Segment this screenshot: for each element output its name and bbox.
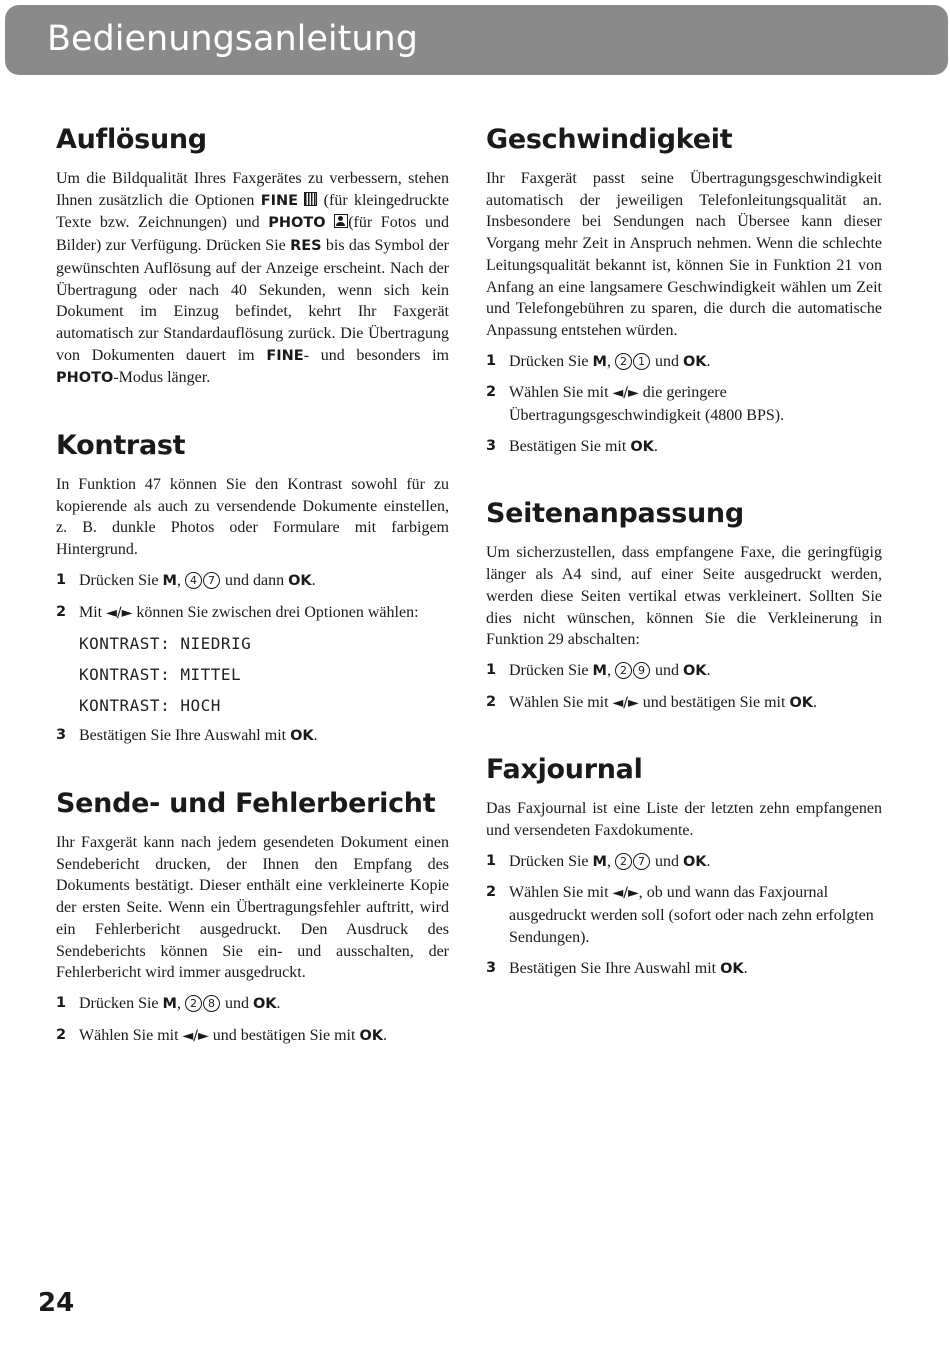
paragraph-kontrast: In Funktion 47 können Sie den Kontrast sowohl für zu kopierende als auch zu versendende Dokumente einstellen, z. B. dunkle Photos oder Formulare mit farbigem Hintergrund. (56, 476, 449, 559)
digit-key-icon: 9 (633, 662, 650, 679)
arrow-keys-icon: ◄/► (612, 885, 639, 902)
heading-kontrast: Kontrast (56, 430, 186, 462)
list-item: 2 Wählen Sie mit ◄/►, ob und wann das Faxjournal ausgedruckt werden soll (sofort oder nach zehn erfolgten Sendungen). (486, 884, 874, 946)
digit-key-icon: 2 (615, 662, 632, 679)
digit-key-icon: 4 (185, 572, 202, 589)
list-item: 2 Mit ◄/► können Sie zwischen drei Optionen wählen: KONTRAST: NIEDRIG KONTRAST: MITTEL KONTRAST: HOCH (56, 602, 449, 717)
arrow-keys-icon: ◄/► (612, 385, 639, 402)
right-column (486, 118, 882, 1014)
left-column (56, 118, 449, 1081)
section-faxjournal (486, 748, 882, 980)
list-item: 1 Drücken Sie M, 2 1 und OK. (486, 352, 711, 370)
section-seitenanpassung (486, 492, 882, 714)
steps-geschwindigkeit (486, 351, 882, 459)
paragraph-geschwindigkeit: Ihr Faxgerät passt seine Übertragungsgeschwindigkeit automatisch der jeweiligen Telefonleitungsqualität an. Insbesondere bei Sendungen nach Übersee kann dieser Vorgang mehr Zeit in Anspruch nehmen. Wenn die schlechte Leitungsqualität bekannt ist, können Sie in Funktion 21 von Anfang an eine langsamere Geschwindigkeit wählen um Zeit und Telefongebühren zu sparen, die durch die automatische Anpassung entstehen würden. (486, 170, 882, 339)
paragraph-faxjournal: Das Faxjournal ist eine Liste der letzten zehn empfangenen und versendeten Faxdokumente. (486, 800, 882, 840)
arrow-keys-icon: ◄/► (612, 694, 639, 711)
digit-key-icon: 2 (615, 353, 632, 370)
paragraph-aufloesung: Um die Bildqualität Ihres Faxgerätes zu verbessern, stehen Ihnen zusätzlich die Optionen FINE (für kleingedruckte Texte bzw. Zeichnungen) und PHOTO (für Fotos und Bilder) zur Verfügung. Drücken Sie RES bis das Symbol der gewünschten Auflösung auf der Anzeige erscheint. Nach der Übertragung oder nach 40 Sekunden, wenn sich kein Dokument im Einzug befindet, kehrt Ihr Faxgerät automatisch zur Standardauflösung zurück. Die Übertragung von Dokumenten dauert im FINE- und besonders im PHOTO-Modus länger. (56, 170, 450, 387)
list-item: 1 Drücken Sie M, 4 7 und dann OK. (56, 571, 316, 589)
arrow-keys-icon: ◄/► (182, 1027, 209, 1044)
digit-key-icon: 7 (203, 572, 220, 589)
list-item: 2 Wählen Sie mit ◄/► die geringere Übertragungsgeschwindigkeit (4800 BPS). (486, 384, 785, 425)
section-geschwindigkeit (486, 118, 882, 458)
section-aufloesung (56, 118, 449, 390)
display-option: KONTRAST: NIEDRIG (79, 634, 252, 654)
digit-key-icon: 2 (185, 995, 202, 1012)
heading-faxjournal: Faxjournal (486, 754, 643, 786)
heading-sende-fehlerbericht: Sende- und Fehlerbericht (56, 788, 436, 820)
steps-kontrast (56, 570, 449, 748)
list-item: 2 Wählen Sie mit ◄/► und bestätigen Sie mit OK. (56, 1026, 387, 1044)
page-number: 24 (38, 1288, 75, 1318)
steps-sende-fehlerbericht (56, 993, 449, 1047)
page-title: Bedienungsanleitung (47, 19, 418, 59)
fine-resolution-icon (304, 192, 317, 206)
digit-key-icon: 1 (633, 353, 650, 370)
digit-key-icon: 8 (203, 995, 220, 1012)
list-item: 3 Bestätigen Sie Ihre Auswahl mit OK. (56, 727, 318, 745)
digit-key-icon: 2 (615, 853, 632, 870)
steps-seitenanpassung (486, 660, 882, 714)
list-item: 1 Drücken Sie M, 2 9 und OK. (486, 661, 711, 679)
arrow-keys-icon: ◄/► (106, 604, 133, 621)
heading-geschwindigkeit: Geschwindigkeit (486, 124, 733, 155)
photo-resolution-icon (334, 214, 348, 228)
paragraph-seitenanpassung: Um sicherzustellen, dass empfangene Faxe, die geringfügig länger als A4 sind, auf einer Seite ausgedruckt werden, werden diese Seiten vertikal etwas verkleinert. Sollten Sie dies nicht wünschen, können Sie die Verkleinerung in Funktion 29 abschalten: (486, 544, 882, 649)
steps-faxjournal (486, 851, 882, 981)
list-item: 3 Bestätigen Sie mit OK. (486, 437, 658, 455)
list-item: 1 Drücken Sie M, 2 7 und OK. (486, 852, 711, 870)
digit-key-icon: 7 (633, 853, 650, 870)
list-item: 1 Drücken Sie M, 2 8 und OK. (56, 994, 281, 1012)
section-kontrast (56, 424, 449, 748)
section-sende-fehlerbericht (56, 782, 449, 1047)
heading-seitenanpassung: Seitenanpassung (486, 498, 744, 530)
display-option: KONTRAST: HOCH (79, 695, 221, 715)
display-option: KONTRAST: MITTEL (79, 664, 242, 684)
paragraph-sende-fehlerbericht: Ihr Faxgerät kann nach jedem gesendeten Dokument einen Sendebericht drucken, der Ihnen den Empfang des Dokuments bestätigt. Dieser enthält eine verkleinerte Kopie der ersten Seite. Wenn ein Übertragungsfehler auftritt, wird ein Fehlerbericht ausgedruckt. Den Ausdruck des Sendeberichts können Sie ein- und ausschalten, der Fehlerbericht wird immer ausgedruckt. (56, 834, 449, 982)
heading-aufloesung: Auflösung (56, 124, 207, 155)
header-bar (5, 5, 948, 75)
list-item: 2 Wählen Sie mit ◄/► und bestätigen Sie mit OK. (486, 693, 817, 711)
list-item: 3 Bestätigen Sie Ihre Auswahl mit OK. (486, 959, 748, 977)
